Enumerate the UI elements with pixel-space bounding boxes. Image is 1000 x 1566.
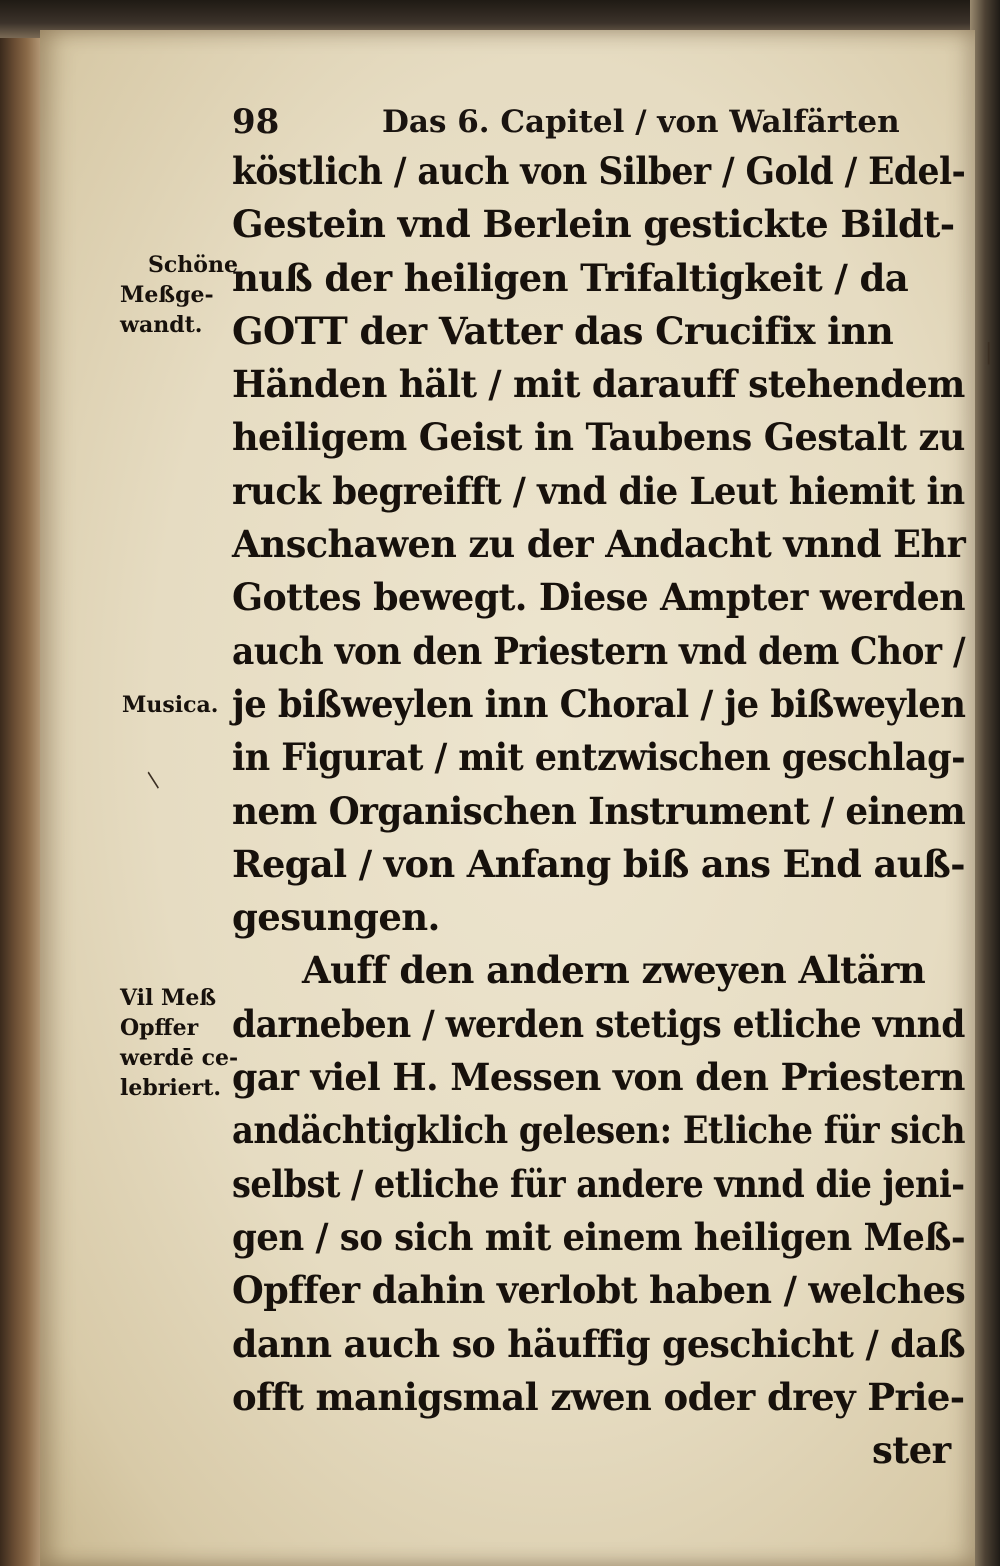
text-line: je bißweylen inn Choral / je bißweylen <box>232 681 966 726</box>
margin-note-line: Schöne <box>148 252 238 278</box>
running-head: Das 6. Capitel / von Walfärten <box>382 104 900 140</box>
text-line: Gestein vnd Berlein gestickte Bildt- <box>232 202 955 247</box>
text-line: Regal / von Anfang biß ans End auß- <box>232 841 965 886</box>
pencil-mark: / <box>141 769 166 792</box>
margin-note-line: Opffer <box>120 1015 199 1041</box>
margin-note-line: werdē ce- <box>120 1045 239 1071</box>
text-line: Gottes bewegt. Diese Ampter werden <box>232 575 966 620</box>
text-line: nem Organischen Instrument / einem <box>232 788 966 833</box>
text-line: Anschawen zu der Andacht vnnd Ehr <box>232 522 966 567</box>
text-line: Opffer dahin verlobt haben / welches <box>232 1268 966 1313</box>
pencil-mark: | <box>985 340 993 365</box>
text-line: gen / so sich mit einem heiligen Meß- <box>232 1214 966 1259</box>
text-line: ster <box>872 1428 951 1473</box>
text-line: GOTT der Vatter das Crucifix inn <box>232 308 894 353</box>
text-line: offt manigsmal zwen oder drey Prie- <box>232 1374 965 1419</box>
text-line: Händen hält / mit darauff stehendem <box>232 362 965 407</box>
text-line: Auff den andern zweyen Altärn <box>302 948 926 993</box>
text-line: auch von den Priestern vnd dem Chor / <box>232 628 965 673</box>
margin-note-line: wandt. <box>120 312 203 338</box>
text-line: gesungen. <box>232 895 440 940</box>
margin-note-messopffer <box>120 983 238 1103</box>
text-line: darneben / werden stetigs etliche vnnd <box>232 1001 965 1046</box>
margin-note-messgewand <box>120 250 238 340</box>
text-line: selbst / etliche für andere vnnd die jeni- <box>232 1161 965 1206</box>
page-header <box>232 102 900 142</box>
text-line: nuß der heiligen Trifaltigkeit / da <box>232 255 909 300</box>
text-line: dann auch so häuffig geschicht / daß <box>232 1321 965 1366</box>
text-line: gar viel H. Messen von den Priestern <box>232 1055 965 1100</box>
margin-note-line: Vil Meß <box>120 985 217 1011</box>
margin-note-line: Meßge- <box>120 282 214 308</box>
margin-note-line: Musica. <box>122 692 219 718</box>
text-line: andächtigklich gelesen: Etliche für sich <box>232 1108 965 1153</box>
margin-note-musica <box>122 690 218 720</box>
text-line: heiligem Geist in Taubens Gestalt zu <box>232 415 965 460</box>
main-text-block <box>232 145 966 1477</box>
text-line: köstlich / auch von Silber / Gold / Edel- <box>232 149 966 193</box>
text-line: in Figurat / mit entzwischen geschlag- <box>232 735 966 780</box>
page-number: 98 <box>232 102 280 142</box>
margin-note-line: lebriert. <box>120 1075 222 1101</box>
text-line: ruck begreifft / vnd die Leut hiemit in <box>232 468 965 513</box>
